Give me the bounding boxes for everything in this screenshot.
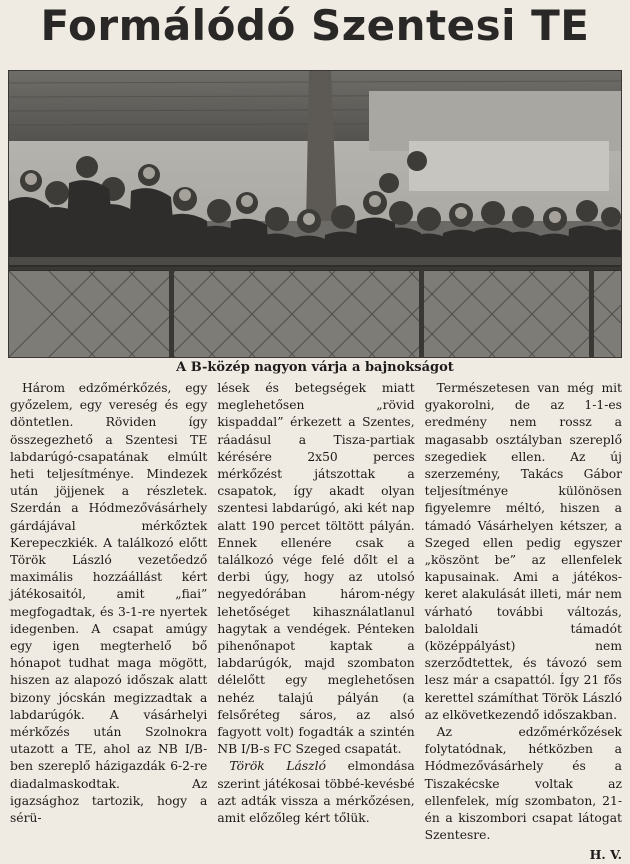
paragraph: lések és betegségek miatt meglehetősen „rövid kispaddal” érkezett a Szentes, ráadásul a Tisza-partiak kérésére 2x50 perces mérkőzést játszottak a csapatok, így akadt olyan szentesi labdarúgó, aki két nap alatt 190 percet töltött pályán. Ennek ellenére csak a találkozó vége felé dőlt el a derbi úgy, hogy az utolsó negyedórában három-négy lehetőséget kihasználatlanul hagytak a vendégek. Pénteken pihenőnapot kaptak a labdarúgók, majd szombaton délelőtt egy meglehetősen nehéz talajú pályán (a felsőréteg sáros, az alsó fagyott volt) fogadták a szintén NB I/B-s FC Szeged csapatát. (217, 381, 415, 757)
article-body (10, 380, 622, 863)
coach-name: Török László (229, 759, 326, 774)
article-column-2 (217, 380, 414, 825)
article-column-3 (424, 380, 622, 863)
photo-caption: A B-közép nagyon várja a bajnokságot (176, 360, 454, 375)
crowd-photo (8, 70, 622, 358)
crowd-photo-image (9, 71, 621, 357)
paragraph-text: elmondása szerint játékosai többé-kevésbé azt adták vissza a mérkőzésen, amit előzőleg kért tőlük. (217, 759, 415, 826)
author-signature: H. V. (589, 847, 622, 863)
headline: Formálódó Szentesi TE (40, 1, 590, 50)
paragraph: Természetesen van még mit gyakorolni, de az 1-1-es eredmény nem rossz a magasabb osztályban szereplő szegediek ellen. Az új szerzemény, Takács Gábor teljesítménye különösen figyelemre méltó, hiszen a támadó Vásárhelyen kétszer, a Szeged ellen pedig egyszer „köszönt be” az ellenfelek kapusainak. Ami a játékos-keret alakulását illeti, már nem várható további változás, baloldali támadót (középpályást) nem szerződtettek, és távozó sem lesz már a csapattól. Így 21 fős kerettel számíthat Török László az elkövetkezendő időszakban. (424, 381, 622, 722)
paragraph (217, 758, 414, 827)
paragraph: Az edzőmérkőzések folytatódnak, hétközben a Hódmezővásárhely és a Tiszakécske voltak az ellenfelek, míg szombaton, 21-én a kiszombori csapat látogat Szentesre. (424, 725, 622, 843)
paragraph: Három edzőmérkőzés, egy győzelem, egy vereség és egy döntetlen. Röviden így összegezhető a Szentesi TE labdarúgó-csapatának elmúlt heti teljesítménye. Mindezek után jöjjenek a részletek. Szerdán a Hódmezővásárhely gárdájával mérkőztek Kerepeczkiék. A találkozó előtt Török László vezetőedző maximális hozzáállást kért játékosaitól, amit „fiai” megfogadtak, és 3-1-re nyertek idegenben. A csapat amúgy egy igen megterhelő bő hónapot tudhat maga mögött, hiszen az alapozó időszak alatt bizony jócskán megizzadtak a labdarúgók. A vásárhelyi mérkőzés után Szolnokra utazott a TE, ahol az NB I/B-ben szereplő házigazdák 6-2-re diadalmaskodtak. Az igazsághoz tartozik, hogy a sérü- (10, 381, 208, 826)
article-column-1 (10, 380, 207, 825)
